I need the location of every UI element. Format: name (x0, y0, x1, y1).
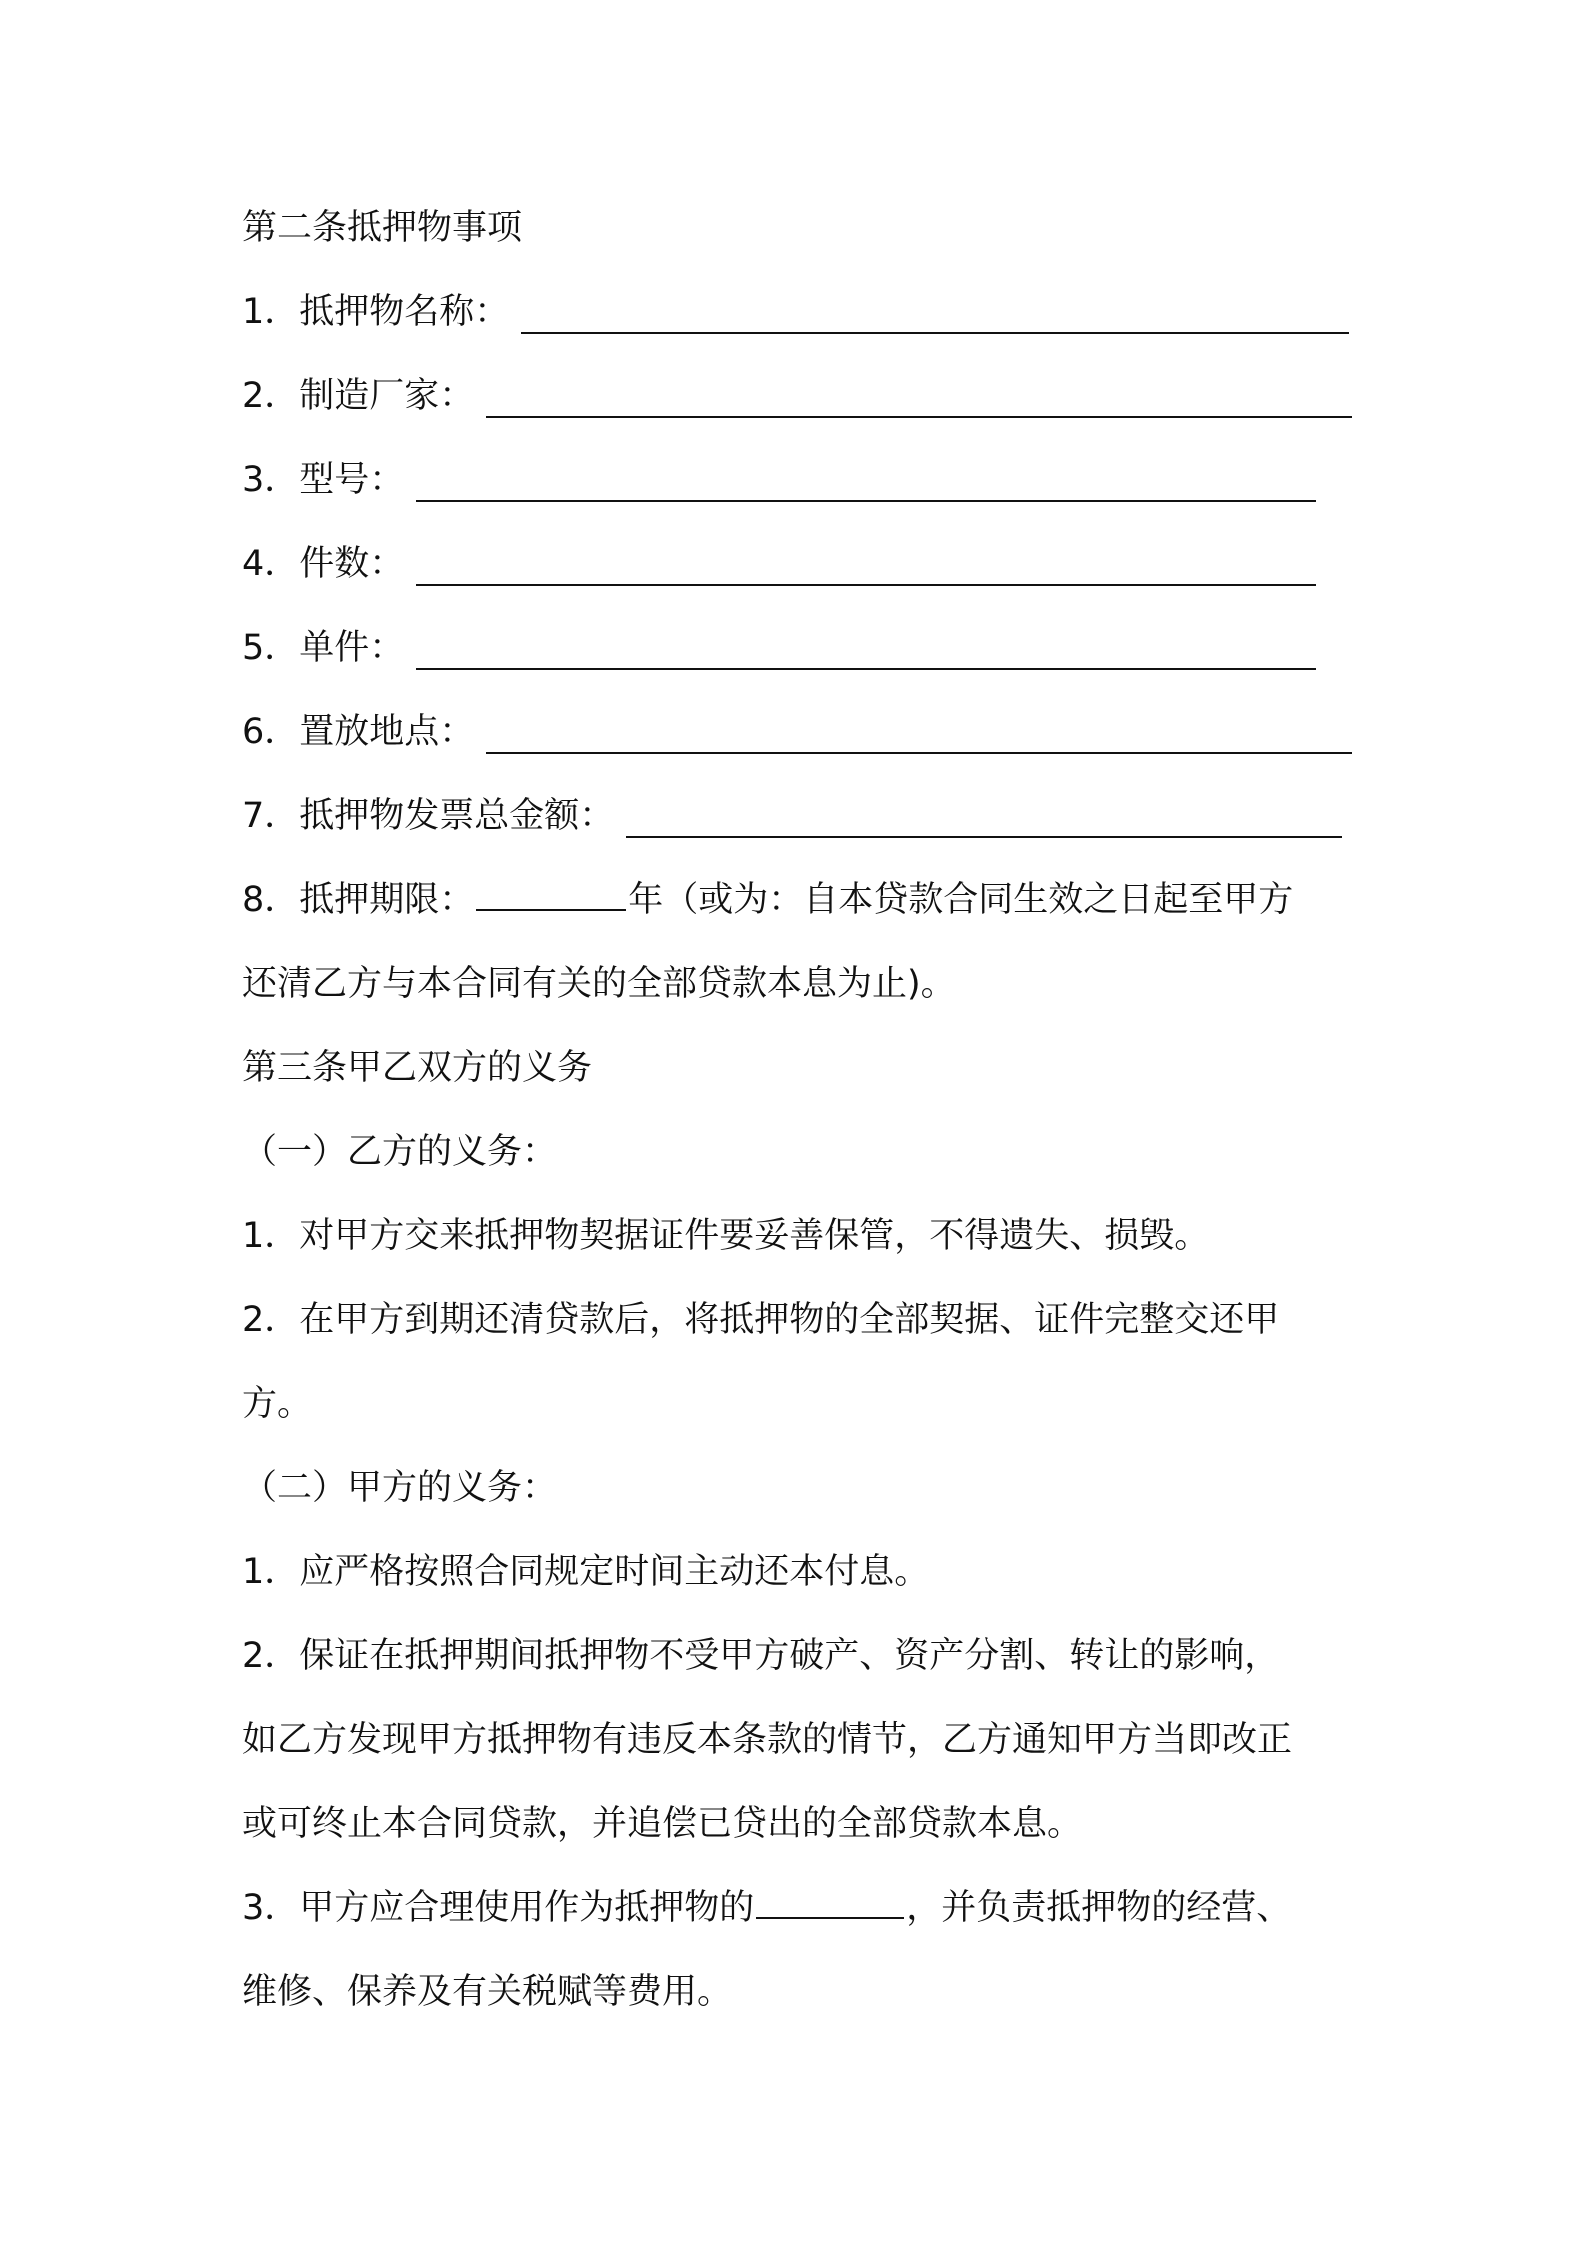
term-continuation: 还清乙方与本合同有关的全部贷款本息为止)。 (242, 964, 956, 1004)
field-model (242, 450, 1362, 510)
section-2-title: 第二条抵押物事项 (242, 208, 523, 248)
blank-line[interactable] (521, 332, 1349, 334)
field-label: 5．单件： (242, 628, 405, 668)
field-manufacturer (242, 366, 1362, 426)
blank-line[interactable] (486, 416, 1352, 418)
field-location (242, 702, 1362, 762)
party-b-duty-2-line-2: 方。 (242, 1384, 313, 1424)
field-label: 8．抵押期限： (242, 880, 475, 920)
blank-line[interactable] (416, 668, 1316, 670)
field-label: 2．制造厂家： (242, 376, 475, 416)
field-mortgage-term (242, 870, 1362, 930)
party-a-duty-2-line-1: 2．保证在抵押期间抵押物不受甲方破产、资产分割、转让的影响， (242, 1636, 1280, 1676)
party-a-heading: （二）甲方的义务： (242, 1468, 558, 1508)
term-text: 年（或为：自本贷款合同生效之日起至甲方 (628, 880, 1294, 920)
party-a-duty-2-line-2: 如乙方发现甲方抵押物有违反本条款的情节，乙方通知甲方当即改正 (242, 1720, 1293, 1760)
blank-line[interactable] (416, 584, 1316, 586)
field-label: 3．型号： (242, 460, 405, 500)
field-invoice-total (242, 786, 1362, 846)
field-quantity (242, 534, 1362, 594)
field-unit (242, 618, 1362, 678)
duty-text: 3．甲方应合理使用作为抵押物的 (242, 1888, 755, 1928)
party-b-heading: （一）乙方的义务： (242, 1132, 558, 1172)
party-a-duty-3-line-2: 维修、保养及有关税赋等费用。 (242, 1972, 733, 2012)
field-label: 7．抵押物发票总金额： (242, 796, 615, 836)
blank-line[interactable] (486, 752, 1352, 754)
party-a-duty-2-line-3: 或可终止本合同贷款，并追偿已贷出的全部贷款本息。 (242, 1804, 1083, 1844)
section-3-title: 第三条甲乙双方的义务 (242, 1048, 593, 1088)
blank-line[interactable] (626, 836, 1342, 838)
blank-line[interactable] (476, 909, 626, 911)
duty-text: ，并负责抵押物的经营、 (906, 1888, 1292, 1928)
party-b-duty-1: 1．对甲方交来抵押物契据证件要妥善保管，不得遗失、损毁。 (242, 1216, 1210, 1256)
field-collateral-name (242, 282, 1362, 342)
party-b-duty-2-line-1: 2．在甲方到期还清贷款后，将抵押物的全部契据、证件完整交还甲 (242, 1300, 1280, 1340)
blank-line[interactable] (756, 1917, 904, 1919)
party-a-duty-3-line-1 (242, 1878, 1362, 1938)
field-label: 6．置放地点： (242, 712, 475, 752)
field-label: 4．件数： (242, 544, 405, 584)
field-label: 1．抵押物名称： (242, 292, 510, 332)
blank-line[interactable] (416, 500, 1316, 502)
party-a-duty-1: 1．应严格按照合同规定时间主动还本付息。 (242, 1552, 930, 1592)
